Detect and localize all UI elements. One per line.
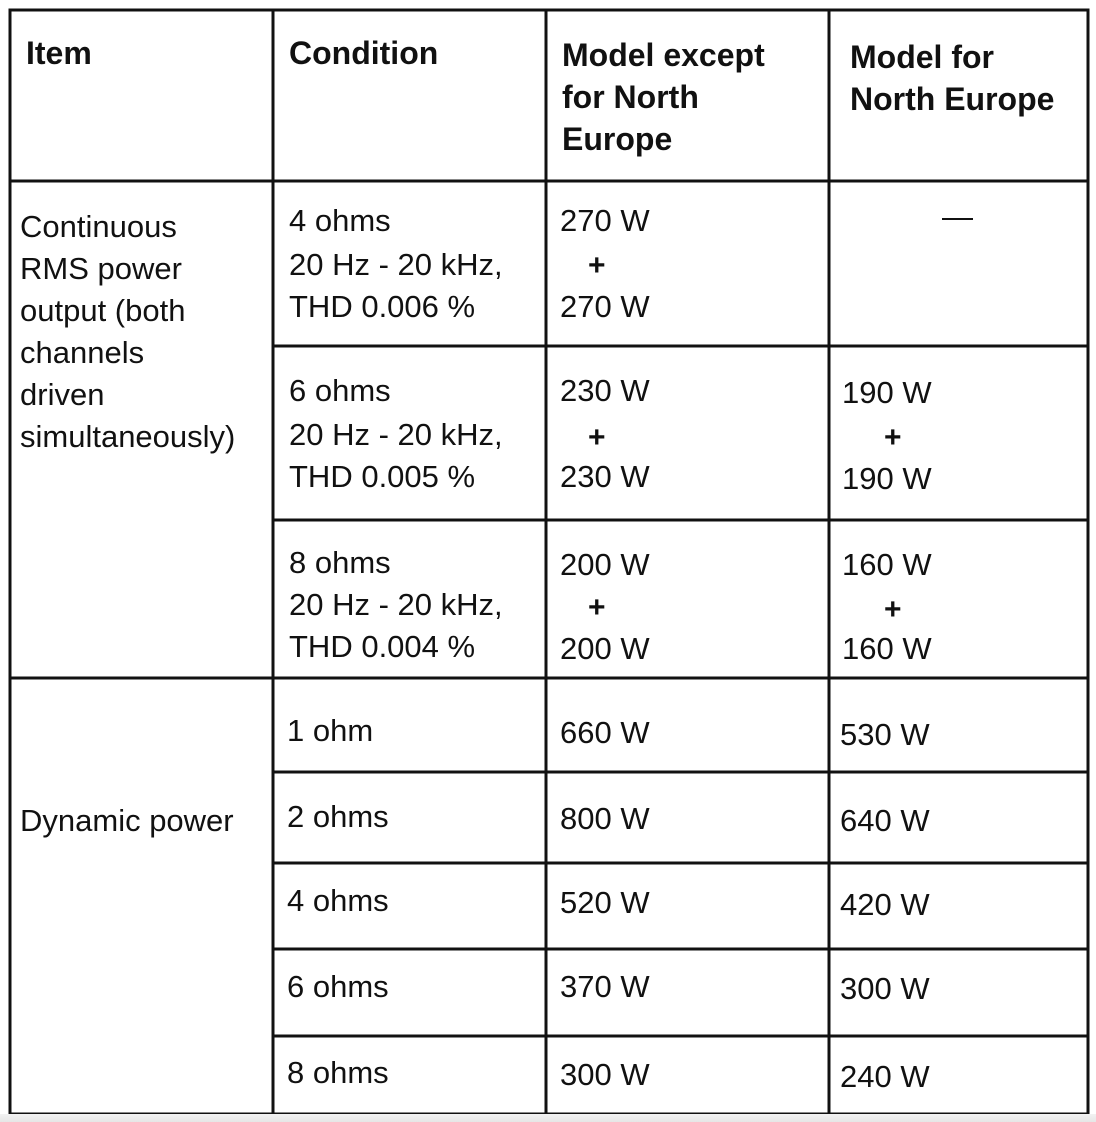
except-value: 230 W [560, 373, 650, 408]
north-value: 240 W [840, 1059, 930, 1094]
condition-line: 4 ohms [289, 203, 391, 238]
plus-sign: + [588, 421, 606, 454]
continuous-label-line: RMS power [20, 251, 182, 286]
condition-cell: 6 ohms [287, 969, 389, 1004]
north-value: 300 W [840, 971, 930, 1006]
plus-sign: + [588, 249, 606, 282]
north-value-dash: — [942, 199, 973, 234]
condition-line: THD 0.005 % [289, 459, 476, 494]
condition-cell: 4 ohms [287, 883, 389, 918]
continuous-label-line: simultaneously) [20, 419, 236, 454]
header-model-except-line: Model except [562, 37, 765, 73]
header-model-north-line: North Europe [850, 81, 1055, 117]
continuous-label-line: channels [20, 335, 145, 370]
header-condition: Condition [289, 35, 439, 71]
north-value: 190 W [842, 461, 932, 496]
plus-sign: + [588, 591, 606, 624]
continuous-label-line: output (both [20, 293, 186, 328]
north-value: 190 W [842, 375, 932, 410]
header-model-except-line: for North [562, 79, 699, 115]
except-value: 270 W [560, 289, 650, 324]
condition-line: 8 ohms [289, 545, 391, 580]
page-bottom-edge [0, 1114, 1096, 1122]
condition-cell: 1 ohm [287, 713, 374, 748]
condition-line: THD 0.006 % [289, 289, 476, 324]
except-value: 520 W [560, 885, 650, 920]
except-value: 370 W [560, 969, 650, 1004]
except-value: 300 W [560, 1057, 650, 1092]
continuous-label-line: driven [20, 377, 105, 412]
header-model-except-line: Europe [562, 121, 673, 157]
condition-line: 20 Hz - 20 kHz, [289, 247, 503, 282]
north-value: 160 W [842, 631, 932, 666]
plus-sign: + [884, 593, 902, 626]
except-value: 660 W [560, 715, 650, 750]
dynamic-label: Dynamic power [20, 803, 234, 838]
north-value: 640 W [840, 803, 930, 838]
except-value: 800 W [560, 801, 650, 836]
except-value: 230 W [560, 459, 650, 494]
continuous-label-line: Continuous [20, 209, 177, 244]
header-item: Item [26, 35, 92, 71]
plus-sign: + [884, 421, 902, 454]
north-value: 530 W [840, 717, 930, 752]
condition-line: 20 Hz - 20 kHz, [289, 587, 503, 622]
except-value: 270 W [560, 203, 650, 238]
condition-line: THD 0.004 % [289, 629, 476, 664]
header-model-north-line: Model for [850, 39, 994, 75]
north-value: 420 W [840, 887, 930, 922]
condition-line: 6 ohms [289, 373, 391, 408]
north-value: 160 W [842, 547, 932, 582]
except-value: 200 W [560, 547, 650, 582]
condition-line: 20 Hz - 20 kHz, [289, 417, 503, 452]
condition-cell: 2 ohms [287, 799, 389, 834]
except-value: 200 W [560, 631, 650, 666]
condition-cell: 8 ohms [287, 1055, 389, 1090]
